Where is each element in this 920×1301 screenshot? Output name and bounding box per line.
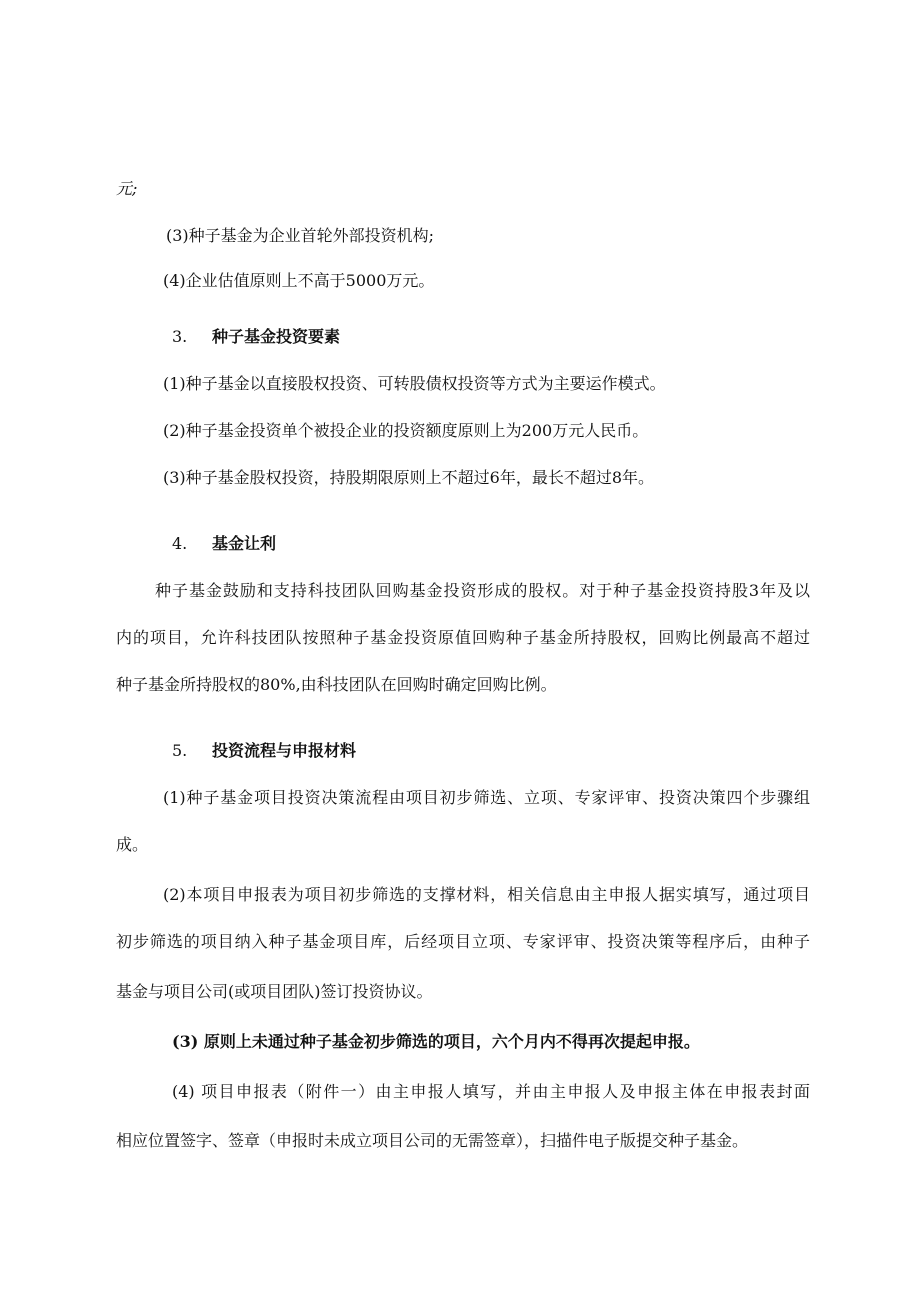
section5-item4-line: (4) 项目申报表（附件一）由主申报人填写，并由主申报人及申报主体在申报表封面: [172, 1082, 810, 1101]
section5-item4-line: 相应位置签字、签章（申报时未成立项目公司的无需签章），扫描件电子版提交种子基金。: [116, 1131, 749, 1150]
criteria-item: (4)企业估值原则上不高于5000万元。: [163, 271, 435, 290]
section-number: 5.: [172, 741, 188, 760]
continuation-text: 元;: [116, 179, 138, 198]
section-number: 3.: [172, 327, 188, 346]
section3-item: (1)种子基金以直接股权投资、可转股债权投资等方式为主要运作模式。: [163, 374, 666, 393]
section5-item2-line: 基金与项目公司(或项目团队)签订投资协议。: [116, 982, 433, 1001]
section-title: 基金让利: [212, 534, 277, 553]
section-heading-5: [172, 740, 356, 762]
section4-paragraph-line: 内的项目，允许科技团队按照种子基金投资原值回购种子基金所持股权，回购比例最高不超过: [116, 628, 810, 647]
section-number: 4.: [172, 534, 188, 553]
section5-item3-bold: (3) 原则上未通过种子基金初步筛选的项目，六个月内不得再次提起申报。: [172, 1032, 700, 1051]
section3-item: (3)种子基金股权投资，持股期限原则上不超过6年，最长不超过8年。: [163, 468, 655, 487]
section5-item1-line: (1)种子基金项目投资决策流程由项目初步筛选、立项、专家评审、投资决策四个步骤组: [163, 788, 810, 807]
section5-item1-line: 成。: [116, 835, 149, 854]
section-heading-4: [172, 533, 276, 555]
section5-item2-line: 初步筛选的项目纳入种子基金项目库，后经项目立项、专家评审、投资决策等程序后，由种子: [116, 932, 810, 951]
section3-item: (2)种子基金投资单个被投企业的投资额度原则上为200万元人民币。: [163, 421, 649, 440]
criteria-item: (3)种子基金为企业首轮外部投资机构;: [166, 226, 435, 245]
section4-paragraph-line: 种子基金鼓励和支持科技团队回购基金投资形成的股权。对于种子基金投资持股3年及以: [155, 581, 810, 600]
section-heading-3: [172, 326, 340, 348]
section4-paragraph-line: 种子基金所持股权的80%,由科技团队在回购时确定回购比例。: [116, 675, 557, 694]
section-title: 投资流程与申报材料: [212, 741, 357, 760]
section5-item2-line: (2)本项目申报表为项目初步筛选的支撑材料，相关信息由主申报人据实填写，通过项目: [163, 885, 810, 904]
section-title: 种子基金投资要素: [212, 327, 341, 346]
